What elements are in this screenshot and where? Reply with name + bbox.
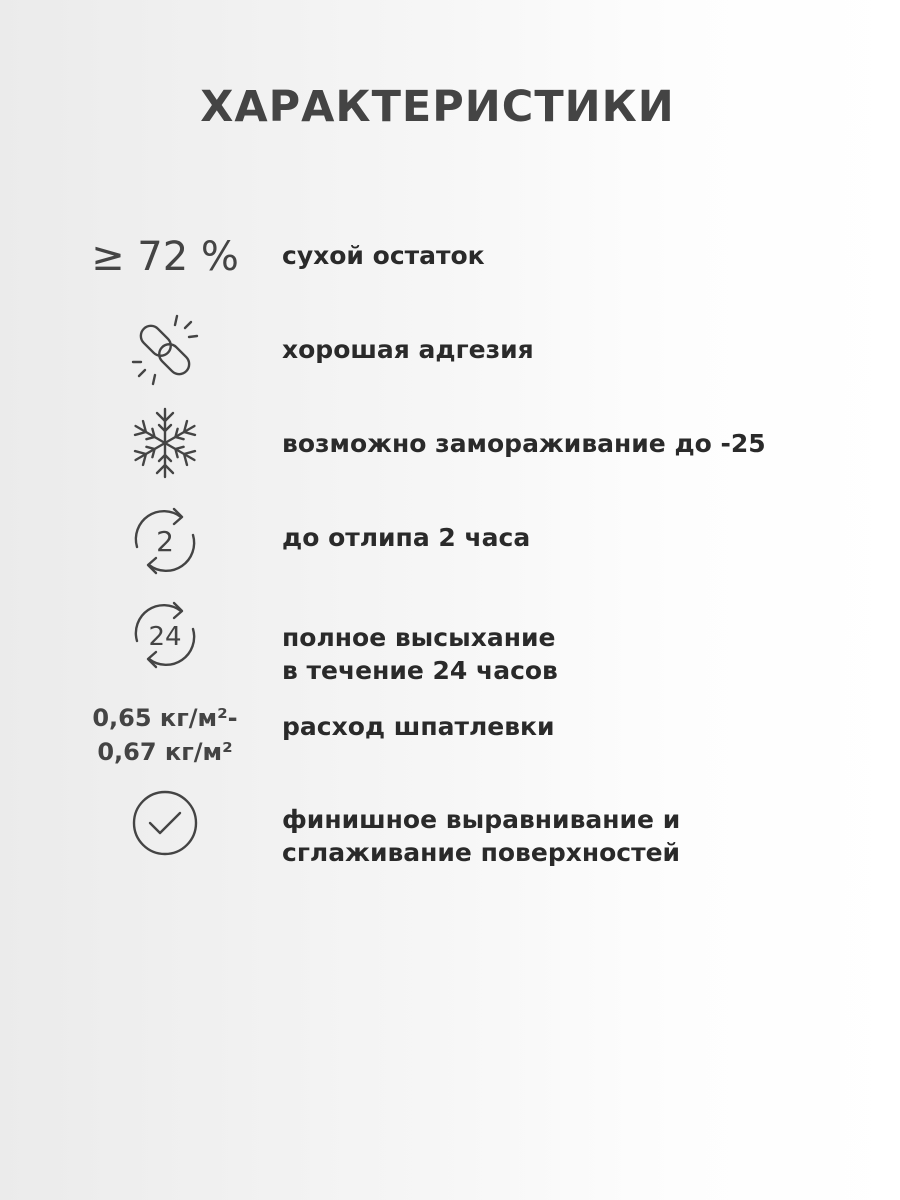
feature-text-full-drying: полное высыхание в течение 24 часов <box>282 623 558 685</box>
svg-text:24: 24 <box>148 622 182 652</box>
chain-link-icon <box>85 312 245 388</box>
feature-text-dry-residue: сухой остаток <box>282 241 485 270</box>
page-title: ХАРАКТЕРИСТИКИ <box>200 82 675 132</box>
feature-text-tack-free: до отлипа 2 часа <box>282 523 531 552</box>
feature-text-adhesion: хорошая адгезия <box>282 335 534 364</box>
snowflake-icon <box>85 405 245 481</box>
svg-text:2: 2 <box>156 525 174 558</box>
refresh-24-icon <box>85 597 245 673</box>
consumption-value: 0,65 кг/м²- 0,67 кг/м² <box>92 704 238 766</box>
feature-text-consumption: расход шпатлевки <box>282 712 555 741</box>
refresh-2-icon <box>85 503 245 579</box>
check-circle-icon <box>85 788 245 858</box>
dry-residue-value: ≥ 72 % <box>91 234 239 280</box>
feature-text-freezing: возможно замораживание до -25 <box>282 429 766 458</box>
feature-text-finishing: финишное выравнивание и сглаживание поверхностей <box>282 805 681 867</box>
